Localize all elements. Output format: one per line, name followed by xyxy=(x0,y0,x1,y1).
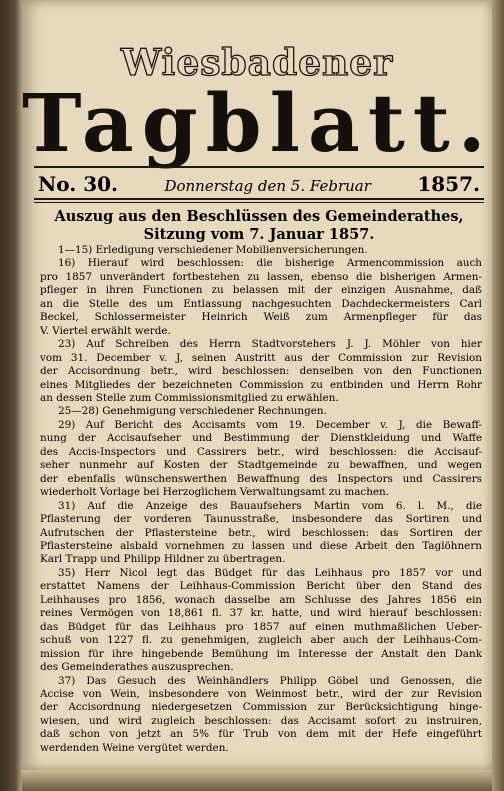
article-line: seher nunmehr auf Kosten der Stadtgemeinde zu bewaffnen, und wegen xyxy=(40,459,482,472)
article-line: 37) Das Gesuch des Weinhändlers Philipp Göbel und Genossen, die xyxy=(58,674,482,687)
article-line: daß schon von jetzt an 5% für Trub von dem mit der Hefe eingeführt xyxy=(40,728,482,741)
article-line: 16) Hierauf wird beschlossen: die bisherige Armencommission auch xyxy=(58,257,482,270)
header-rule-bottom xyxy=(34,198,484,200)
article-line: reines Vermögen von 18,861 fl. 37 kr. hatte, und wird hierauf beschlossen: xyxy=(40,607,482,620)
article-body xyxy=(40,244,482,755)
article-line: Leihhauses pro 1856, wonach dasselbe am Schlusse des Jahres 1856 ein xyxy=(40,593,482,606)
article-line: 23) Auf Schreiben des Herrn Stadtvorstehers J. J. Möhler von hier xyxy=(58,338,482,351)
article-line: pfleger in ihren Functionen zu belassen mit der einzigen Ausnahme, daß xyxy=(40,284,482,297)
article-line: des Accis-Inspectors und Cassirers betr., wird beschlossen: die Accisauf- xyxy=(40,445,482,458)
page-bottom-edge xyxy=(22,770,492,791)
article-line: an die Stelle des um Entlassung nachgesuchten Dachdeckermeisters Carl xyxy=(40,297,482,310)
issue-info-bar xyxy=(38,172,480,194)
article-line: pro 1857 unverändert fortbestehen zu lassen, ebenso die bisherigen Armen- xyxy=(40,270,482,283)
article-line: werdenden Weine vergütet werden. xyxy=(40,741,229,754)
article-line: vom 31. December v. J, seinen Austritt aus der Commission zur Revision xyxy=(40,351,482,364)
article-headline: Auszug aus den Beschlüssen des Gemeinderathes, xyxy=(54,208,464,225)
article-line: 31) Auf die Anzeige des Bauaufsehers Martin vom 6. l. M., die xyxy=(58,499,482,512)
article-line: mission für ihre hingebende Bemühung im Interesse der Anstalt den Dank xyxy=(40,647,482,660)
article-line: 1—15) Erledigung verschiedener Mobilienversicherungen. xyxy=(58,244,368,256)
issue-date: Donnerstag den 5. Februar xyxy=(164,177,371,195)
article-line: Pflasterung der vorderen Taunusstraße, insbesondere das Sortiren und xyxy=(40,513,482,526)
article-line: wiesen, und wird zugleich beschlossen: das Accisamt sofort zu instruiren, xyxy=(40,714,482,727)
article-line: das Büdget für das Leihhaus pro 1857 auf einen muthmaßlichen Ueber- xyxy=(40,620,482,633)
article-subheadline: Sitzung vom 7. Januar 1857. xyxy=(143,226,375,243)
header-rule-top xyxy=(34,166,484,168)
article-line: Karl Trapp und Philipp Hildner zu übertragen. xyxy=(40,553,286,566)
article-line: 29) Auf Bericht des Accisamts vom 19. December v. J, die Bewaff- xyxy=(58,418,482,431)
article-line: der ebenfalls wünschenswerthen Bewaffnung des Inspectors und Cassirers xyxy=(40,472,482,485)
article-line: Aufrutschen der Pflastersteine betr., wird beschlossen: das Sortiren der xyxy=(40,526,482,539)
article-line: eines Mitgliedes der bezeichneten Commission zu entbinden und Herrn Rohr xyxy=(40,378,482,391)
article-line: 35) Herr Nicol legt das Büdget für das Leihhaus pro 1857 vor und xyxy=(58,566,482,579)
header-rule-double xyxy=(34,202,484,203)
article-line: des Gemeinderathes auszusprechen. xyxy=(40,661,234,674)
article-line: Beckel, Schlossermeister Heinrich Weiß zum Armenpfleger für das xyxy=(40,311,482,324)
article-line: erstattet Namens der Leihhaus-Commission Bericht über den Stand des xyxy=(40,580,482,593)
article-line: V. Viertel erwählt werde. xyxy=(40,324,171,337)
issue-year: 1857. xyxy=(417,172,480,196)
article-line: schuß von 1227 fl. zu genehmigen, zugleich aber auch der Leihhaus-Com- xyxy=(40,634,482,647)
article-line: Accise von Wein, insbesondere von Weinmost betr., wird der zur Revision xyxy=(40,687,482,700)
article-line: Pflastersteine alsbald vornehmen zu lassen und diese Arbeit den Taglöhnern xyxy=(40,539,482,552)
article-line: der Accisordnung betr., wird beschlossen: denselben von den Functionen xyxy=(40,365,482,378)
article-line: 25—28) Genehmigung verschiedener Rechnungen. xyxy=(58,405,327,418)
issue-number: No. 30. xyxy=(38,172,118,196)
masthead-city: Wiesbadener xyxy=(120,42,394,84)
article-line: wiederholt Vorlage bei Herzoglichem Verwaltungsamt zu machen. xyxy=(40,486,390,499)
masthead-title: Tagblatt. xyxy=(22,76,494,170)
article-line: nung der Accisaufseher und Bestimmung der Dienstkleidung und Waffe xyxy=(40,432,482,445)
article-line: an dessen Stelle zum Commissionsmitglied zu erwählen. xyxy=(40,391,339,404)
article-line: der Accisordnung niedergesetzen Commission zur Berücksichtigung hinge- xyxy=(40,701,482,714)
